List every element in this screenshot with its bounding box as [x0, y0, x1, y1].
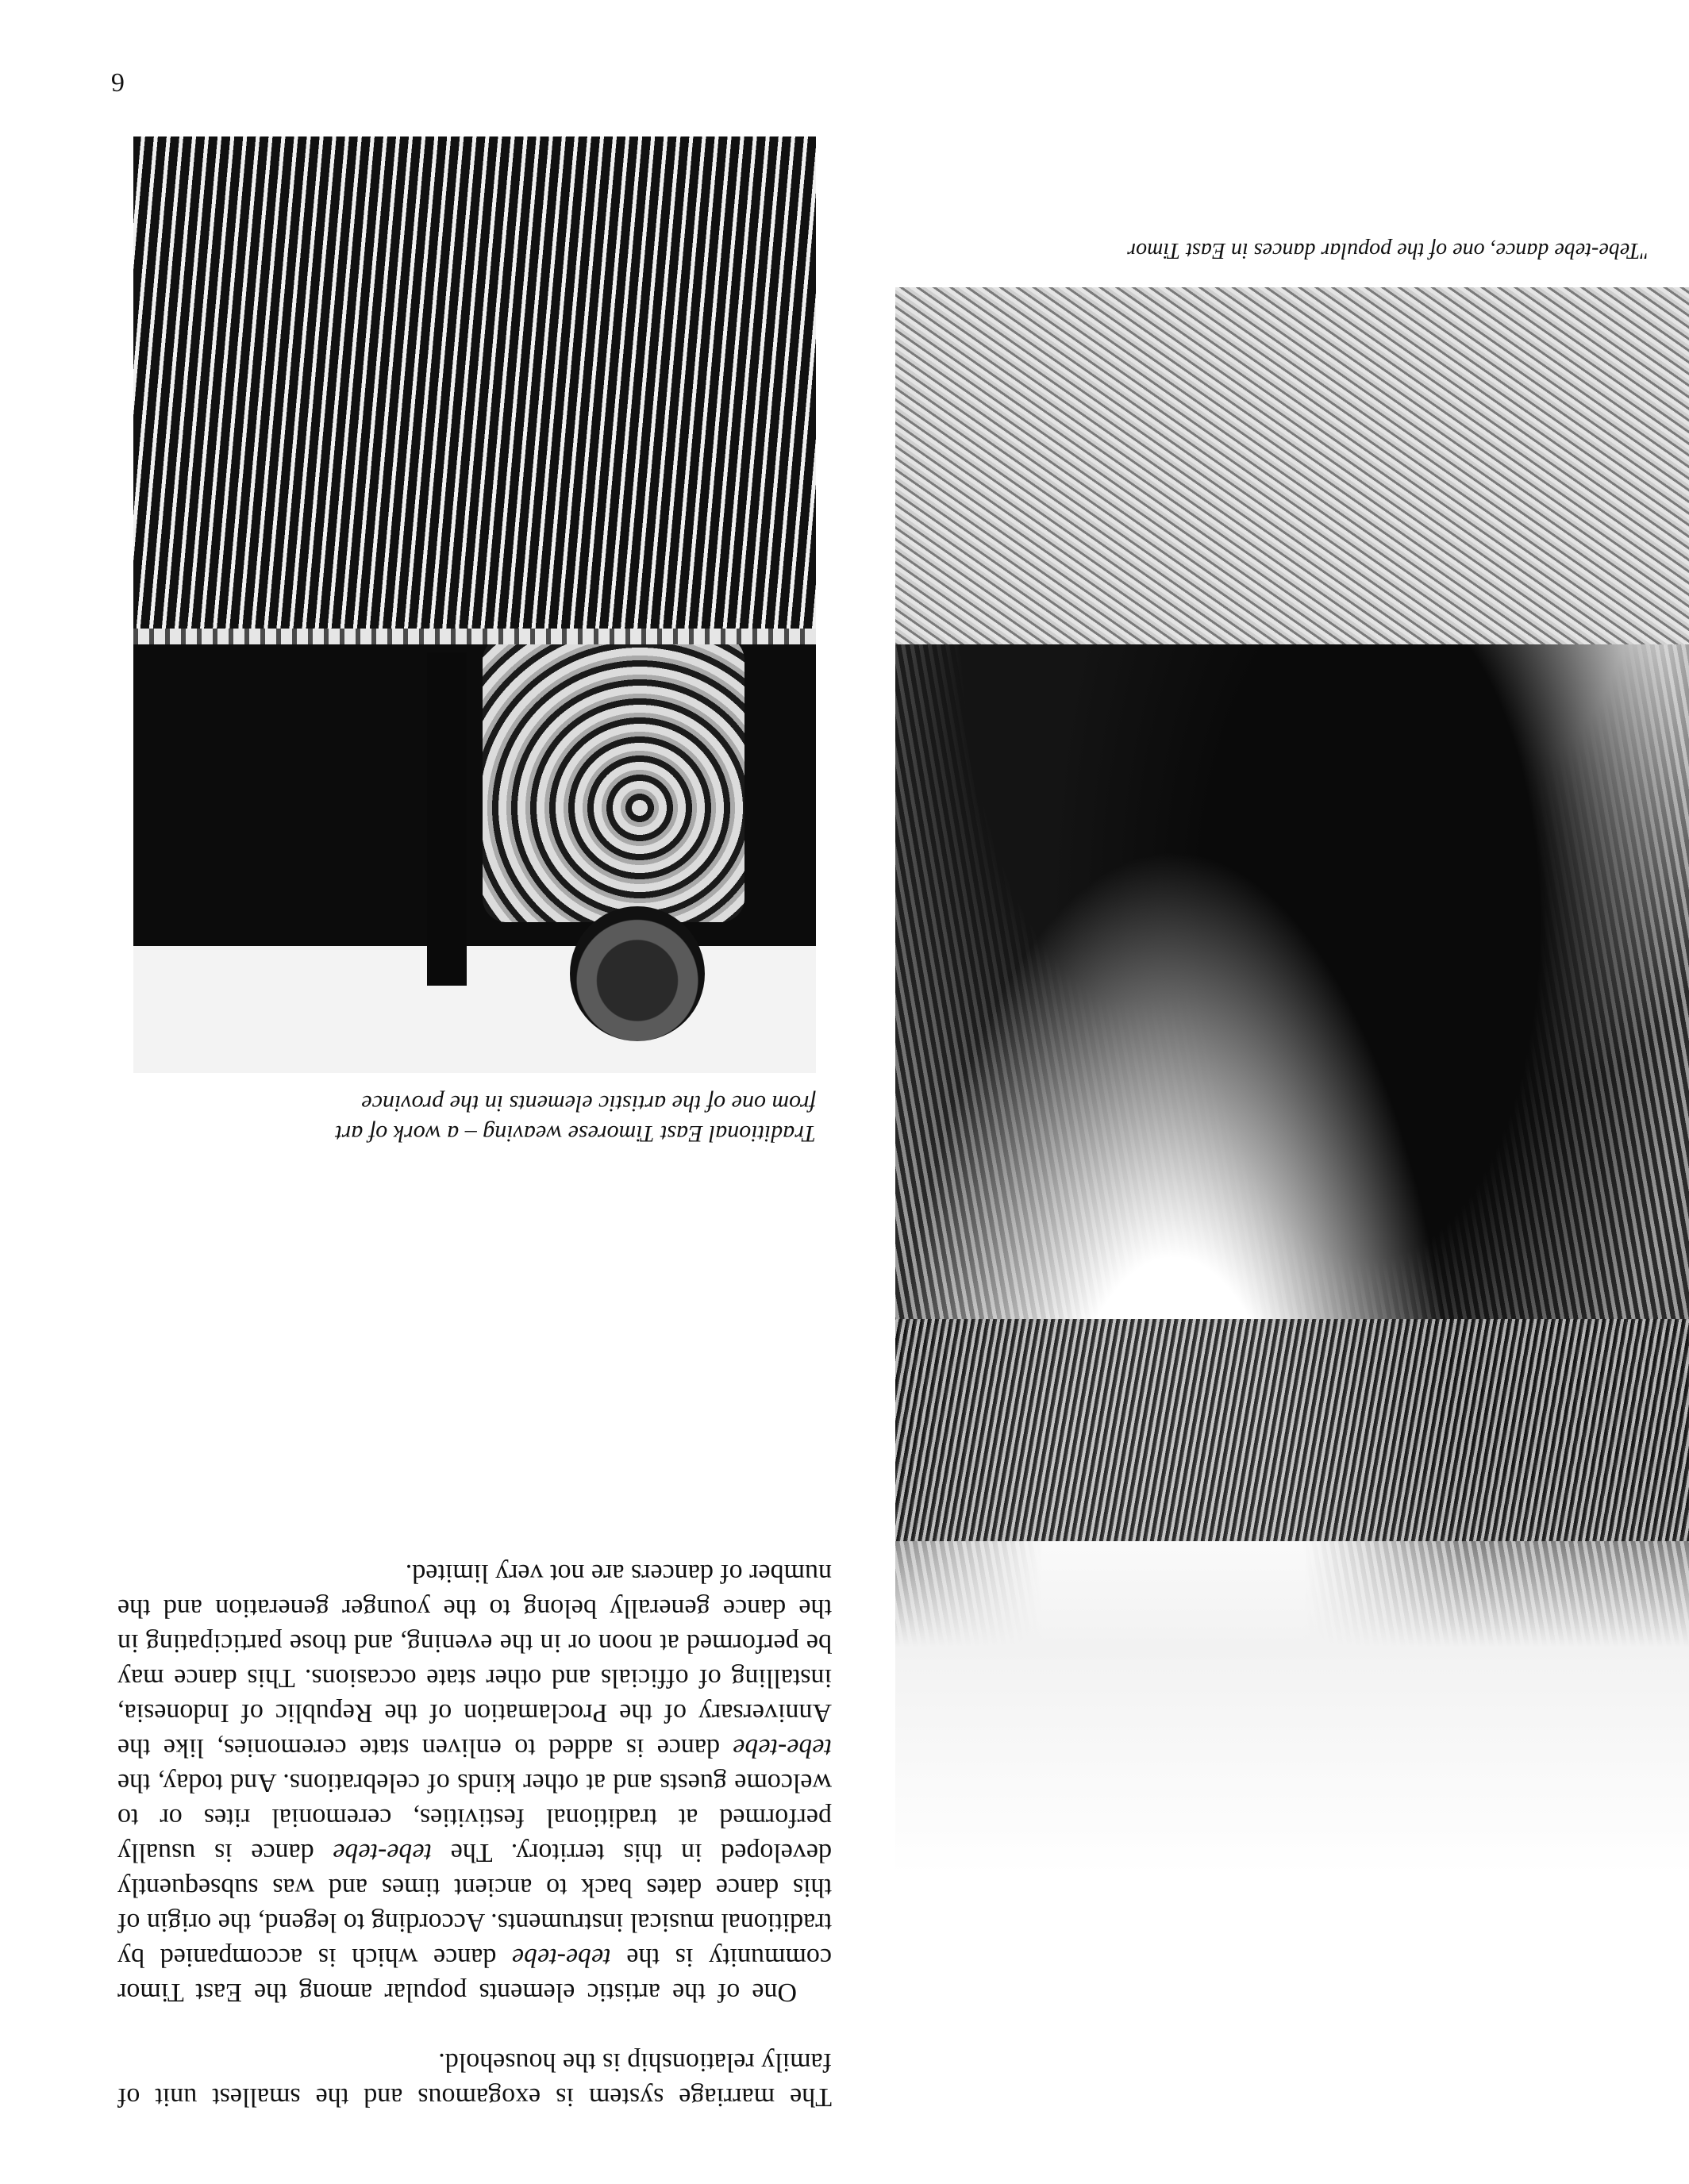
photo-loom-threads — [133, 136, 816, 629]
photo-ground-area — [895, 287, 1689, 644]
paragraph-text: dance is usually performed at traditional festivities, ceremonial rites or to welcome guests and at other kinds of celebrations. And today, the — [117, 1768, 832, 1867]
weaving-photo-caption — [133, 1088, 816, 1148]
caption-line: Traditional East Timorese weaving – a work of art — [335, 1121, 816, 1147]
term-tebe-tebe: tebe-tebe — [333, 1838, 433, 1867]
page-number: 6 — [111, 67, 125, 97]
photo-weaver-head — [570, 906, 705, 1041]
photo-grass-area — [895, 1319, 1689, 1541]
dance-photo-caption: "Tebe-tebe dance, one of the popular dances in East Timor — [1127, 238, 1649, 263]
weaving-photo — [133, 136, 816, 1073]
photo-weaver-figure — [483, 636, 744, 922]
paragraph-text: One of the artistic elements popular among the East Timor community is the — [117, 1943, 832, 2007]
tebe-tebe-dance-photo — [895, 287, 1689, 1874]
paragraph-text: dance which is accompanied by traditional musical instruments. According to legend, the origin of this dance dates back to ancient times and was subsequently developed in this territory. The — [117, 1838, 832, 1972]
caption-line: from one of the artistic elements in the province — [361, 1090, 816, 1117]
photo-background — [133, 946, 816, 1073]
paragraph-tebe-tebe — [117, 1555, 832, 2009]
term-tebe-tebe: tebe-tebe — [733, 1733, 832, 1763]
term-tebe-tebe: tebe-tebe — [512, 1943, 611, 1972]
article-body — [117, 1555, 832, 2114]
paragraph-text: dance is added to enliven state ceremonies, like the Anniversary of the Proclamation of the Republic of Indonesia, installing of officials and other state occasions. This dance may be performed at noon or in the evening, and those participating in the dance generally belong to the younger generation and the number of dancers are not very limited. — [117, 1559, 832, 1763]
paragraph-marriage: The marriage system is exogamous and the smallest unit of family relationship is the household. — [117, 2048, 832, 2112]
photo-loom-post — [427, 652, 467, 986]
